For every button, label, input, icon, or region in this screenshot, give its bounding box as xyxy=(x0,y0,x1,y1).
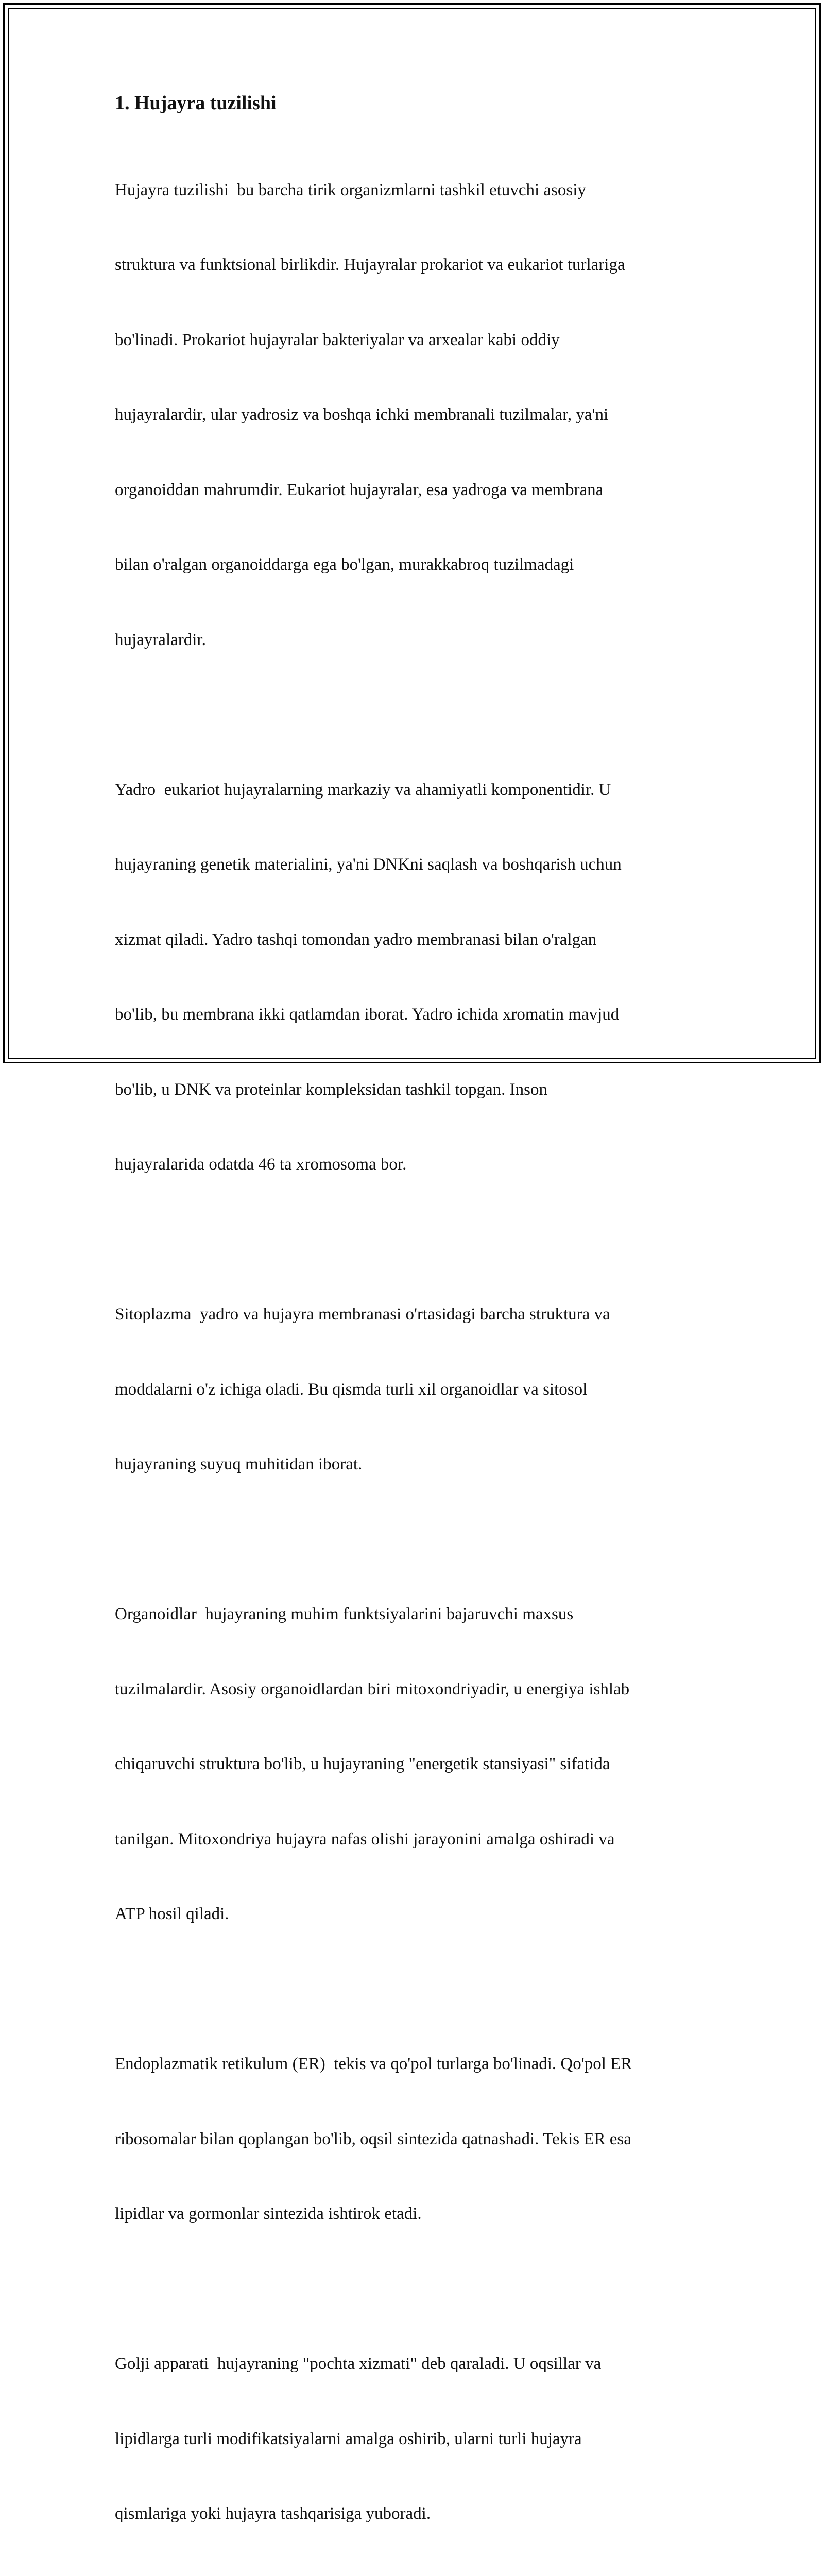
text-line: hujayraning suyuq muhitidan iborat. xyxy=(115,1455,363,1474)
text-line: chiqaruvchi struktura bo'lib, u hujayraning "energetik stansiyasi" sifatida xyxy=(115,1755,610,1774)
document-body xyxy=(115,92,707,2576)
text-line: lipidlar va gormonlar sintezida ishtirok etadi. xyxy=(115,2205,422,2224)
text-line: struktura va funktsional birlikdir. Hujayralar prokariot va eukariot turlariga xyxy=(115,256,625,275)
paragraph-endoplasmic-reticulum xyxy=(115,2002,707,2277)
text-line: bo'lib, u DNK va proteinlar kompleksidan tashkil topgan. Inson xyxy=(115,1080,547,1099)
paragraph-cytoplasm xyxy=(115,1252,707,1527)
text-line: hujayralarida odatda 46 ta xromosoma bor. xyxy=(115,1155,407,1174)
text-line: Golji apparati hujayraning "pochta xizmati" deb qaraladi. U oqsillar va xyxy=(115,2354,602,2374)
text-line: tanilgan. Mitoxondriya hujayra nafas olishi jarayonini amalga oshiradi va xyxy=(115,1829,615,1849)
text-line: hujayralardir, ular yadrosiz va boshqa ichki membranali tuzilmalar, ya'ni xyxy=(115,405,609,425)
text-line: ribosomalar bilan qoplangan bo'lib, oqsil sintezida qatnashadi. Tekis ER esa xyxy=(115,2129,631,2148)
paragraph-organelles xyxy=(115,1552,707,1977)
text-line: Hujayra tuzilishi bu barcha tirik organizmlarni tashkil etuvchi asosiy xyxy=(115,180,586,199)
text-line: hujayraning genetik materialini, ya'ni DNKni saqlash va boshqarish uchun xyxy=(115,855,622,874)
text-line: organoiddan mahrumdir. Eukariot hujayralar, esa yadroga va membrana xyxy=(115,480,604,499)
text-line: Organoidlar hujayraning muhim funktsiyalarini bajaruvchi maxsus xyxy=(115,1605,574,1624)
text-line: tuzilmalardir. Asosiy organoidlardan biri mitoxondriyadir, u energiya ishlab xyxy=(115,1680,630,1699)
text-line: Endoplazmatik retikulum (ER) tekis va qo'pol turlarga bo'linadi. Qo'pol ER xyxy=(115,2055,632,2074)
paragraph-cell-structure xyxy=(115,128,707,703)
text-line: ATP hosil qiladi. xyxy=(115,1905,229,1924)
text-line: hujayralardir. xyxy=(115,630,206,649)
section-heading: 1. Hujayra tuzilishi xyxy=(115,92,277,114)
text-line: moddalarni o'z ichiga oladi. Bu qismda turli xil organoidlar va sitosol xyxy=(115,1380,588,1399)
paragraph-nucleus xyxy=(115,727,707,1227)
text-line: Yadro eukariot hujayralarning markaziy va ahamiyatli komponentidir. U xyxy=(115,780,611,799)
text-line: xizmat qiladi. Yadro tashqi tomondan yadro membranasi bilan o'ralgan xyxy=(115,930,597,949)
text-line: bilan o'ralgan organoiddarga ega bo'lgan, murakkabroq tuzilmadagi xyxy=(115,555,574,574)
text-line: bo'lib, bu membrana ikki qatlamdan iborat. Yadro ichida xromatin mavjud xyxy=(115,1005,620,1024)
text-line: lipidlarga turli modifikatsiyalarni amalga oshirib, ularni turli hujayra xyxy=(115,2429,582,2448)
text-line: bo'linadi. Prokariot hujayralar bakteriyalar va arxealar kabi oddiy xyxy=(115,330,560,349)
text-line: qismlariga yoki hujayra tashqarisiga yuboradi. xyxy=(115,2504,431,2523)
text-line: Sitoplazma yadro va hujayra membranasi o'rtasidagi barcha struktura va xyxy=(115,1305,610,1324)
paragraph-golgi-apparatus xyxy=(115,2301,707,2576)
